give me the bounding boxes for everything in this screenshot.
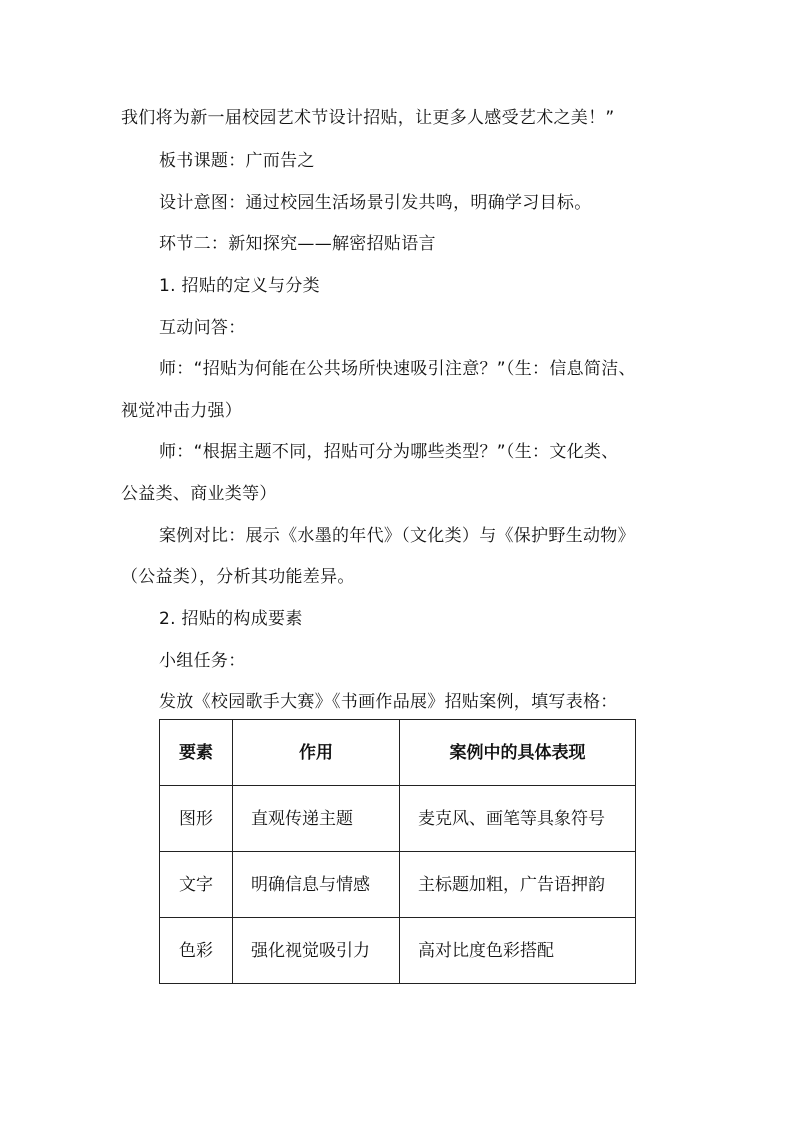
table-cell: 明确信息与情感 bbox=[233, 852, 400, 918]
table-cell: 强化视觉吸引力 bbox=[233, 918, 400, 984]
table-cell: 直观传递主题 bbox=[233, 786, 400, 852]
paragraph-line: 视觉冲击力强） bbox=[121, 401, 243, 421]
table-header-cell: 要素 bbox=[160, 720, 233, 786]
paragraph-line: 案例对比：展示《水墨的年代》（文化类）与《保护野生动物》 bbox=[159, 526, 635, 546]
table-cell: 色彩 bbox=[160, 918, 233, 984]
table-header-row bbox=[160, 720, 636, 786]
table-cell: 主标题加粗，广告语押韵 bbox=[400, 852, 636, 918]
table-cell: 麦克风、画笔等具象符号 bbox=[400, 786, 636, 852]
elements-table bbox=[159, 719, 636, 984]
table-cell: 图形 bbox=[160, 786, 233, 852]
paragraph-line: 板书课题：广而告之 bbox=[159, 151, 315, 171]
table-header-cell: 作用 bbox=[233, 720, 400, 786]
table-header-cell: 案例中的具体表现 bbox=[400, 720, 636, 786]
table-row bbox=[160, 852, 636, 918]
table-row bbox=[160, 786, 636, 852]
paragraph-line: 公益类、商业类等） bbox=[121, 484, 277, 504]
subsection-heading: 2. 招贴的构成要素 bbox=[159, 609, 303, 629]
table-cell: 高对比度色彩搭配 bbox=[400, 918, 636, 984]
section-heading: 环节二：新知探究——解密招贴语言 bbox=[159, 234, 436, 254]
subsection-heading: 1. 招贴的定义与分类 bbox=[159, 276, 320, 296]
paragraph-line: 设计意图：通过校园生活场景引发共鸣，明确学习目标。 bbox=[159, 193, 592, 213]
paragraph-line: 小组任务： bbox=[159, 651, 246, 671]
paragraph-line: 互动问答： bbox=[159, 318, 246, 338]
paragraph-line: 发放《校园歌手大赛》《书画作品展》招贴案例，填写表格： bbox=[159, 692, 618, 712]
table-cell: 文字 bbox=[160, 852, 233, 918]
paragraph-line: （公益类），分析其功能差异。 bbox=[121, 567, 355, 587]
paragraph-line: 我们将为新一届校园艺术节设计招贴，让更多人感受艺术之美！” bbox=[121, 108, 615, 128]
table-row bbox=[160, 918, 636, 984]
paragraph-line: 师：“根据主题不同，招贴可分为哪些类型？”（生：文化类、 bbox=[159, 442, 619, 462]
paragraph-line: 师：“招贴为何能在公共场所快速吸引注意？”（生：信息简洁、 bbox=[159, 359, 636, 379]
